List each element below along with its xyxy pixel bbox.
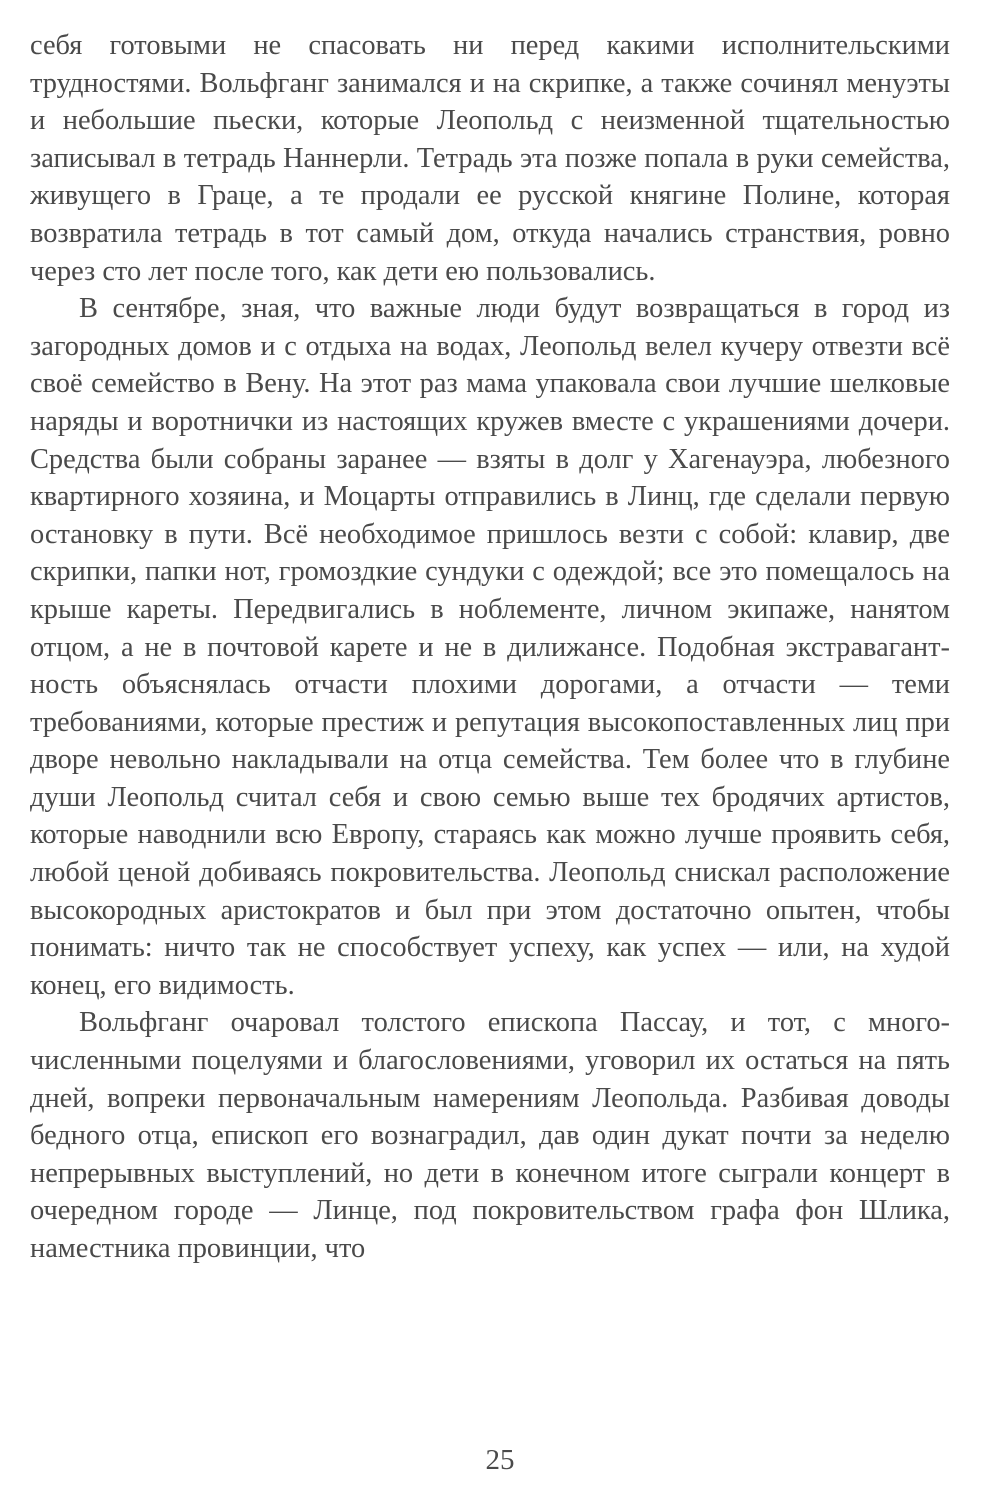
paragraph-continuation: себя готовыми не спасовать ни перед какими исполнительскими трудностями. Вольфганг занимался и на скрипке, а также сочинял менуэты и небольшие пьески, которые Леопольд с неизменной тщательностью записывал в тетрадь Наннерли. Тетрадь эта позже попала в руки семейства, живущего в Граце, а те продали ее русской княгине Полине, которая возвратила тетрадь в тот самый дом, откуда начались странствия, ровно через сто лет после того, как дети ею пользовались.	[30, 30, 950, 287]
paragraph-bishop-passau: Вольфганг очаровал толстого епископа Пассау, и тот, с многочисленными поцелуями и благословениями, уговорил их остаться на пять дней, вопреки первоначальным намерениям Леопольда. Разбивая доводы бедного отца, епископ его вознаградил, дав один дукат почти за неделю непрерывных выступлений, но дети в конечном итоге сыграли концерт в очередном городе — Линце, под покровительством графа фон Шлика, наместника провинции, что	[30, 1007, 950, 1264]
page-body	[30, 27, 950, 1467]
page-number: 25	[485, 1444, 515, 1476]
paragraph-september-journey: В сентябре, зная, что важные люди будут возвращаться в город из загородных домов и с отдыха на водах, Леопольд велел кучеру отвезти всё своё семейство в Вену. На этот раз мама упаковала свои лучшие шелковые наряды и воротнички из настоящих кружев вместе с украшениями дочери. Средства были собраны заранее — взяты в долг у Хагенауэра, любезного квартирного хозяина, и Моцарты отправились в Линц, где сделали первую остановку в пути. Всё необходимое пришлось везти с собой: клавир, две скрипки, папки нот, громоздкие сундуки с одеждой; все это помещалось на крыше кареты. Передвигались в ноблементе, личном экипаже, нанятом отцом, а не в почтовой карете и не в дилижансе. Подобная экстравагантность объяснялась отчасти плохими дорогами, а отчасти — теми требованиями, которые престиж и репутация высокопоставленных лиц при дворе невольно накладывали на отца семейства. Тем более что в глубине души Леопольд считал себя и свою семью выше тех бродячих артистов, которые наводнили всю Европу, стараясь как можно лучше проявить себя, любой ценой добиваясь покровительства. Леопольд снискал расположение высокородных аристократов и был при этом достаточно опытен, чтобы понимать: ничто так не способствует успеху, как успех — или, на худой конец, его видимость.	[30, 293, 950, 1001]
